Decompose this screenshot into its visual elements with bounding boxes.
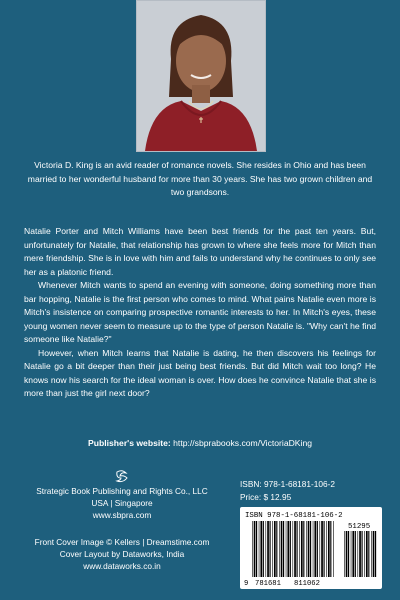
barcode-bar <box>256 521 257 577</box>
barcode-bar <box>293 521 294 577</box>
barcode-bar <box>276 521 277 577</box>
barcode-bar <box>287 521 289 577</box>
barcode-bar <box>270 521 271 577</box>
barcode-digits-right: 811062 <box>294 580 320 588</box>
cover-image-credit: Front Cover Image © Kellers | Dreamstime.com <box>34 537 210 547</box>
barcode-bar <box>299 521 300 577</box>
barcode-bar <box>301 521 303 577</box>
barcode-bar <box>368 531 369 577</box>
synopsis-paragraph: Whenever Mitch wants to spend an evening with someone, doing something more than bar hopping, Natalie is the first person who comes to mind. What pains Natalie even more is Mitch's insistence on comparing prospective romantic interests to her. In Mitch's eyes, these young women never seem to measure up to the type of person Natalie is. "Why can't he find someone like Natalie?" <box>24 280 376 344</box>
barcode-bar <box>317 521 318 577</box>
barcode-bar <box>355 531 356 577</box>
barcode-bar <box>366 531 368 577</box>
synopsis-paragraph: Natalie Porter and Mitch Williams have been best friends for the past ten years. But, unfortunately for Natalie, that relationship has grown to where she feels more for Mitch than mere friendship. She is in love with him and fails to understand why he continues to only see her as a platonic friend. <box>24 226 376 277</box>
barcode-bar <box>371 531 372 577</box>
barcode-bar <box>344 531 345 577</box>
barcode-bar <box>364 531 365 577</box>
barcode-digit-first: 9 <box>244 580 249 588</box>
barcode-bar <box>333 521 334 577</box>
barcode-bar <box>346 531 348 577</box>
barcode-bar <box>272 521 273 577</box>
cover-layout-credit: Cover Layout by Dataworks, India <box>59 549 185 559</box>
barcode-bar <box>260 521 262 577</box>
barcode-bar <box>351 531 352 577</box>
price-block <box>240 478 390 504</box>
barcode-bar <box>279 521 280 577</box>
barcode-bar <box>320 521 321 577</box>
cover-layout-web[interactable]: www.dataworks.co.in <box>83 561 161 571</box>
synopsis <box>24 225 376 401</box>
barcode-isbn-label: ISBN 978-1-68181-106-2 <box>245 512 343 520</box>
barcode-bar <box>362 531 363 577</box>
barcode-bar <box>324 521 325 577</box>
barcode-addon-label: 51295 <box>348 523 371 531</box>
barcode-bar <box>308 521 310 577</box>
barcode-bar <box>314 521 316 577</box>
barcode-bar <box>263 521 264 577</box>
author-photo <box>136 0 266 152</box>
barcode-bar <box>310 521 311 577</box>
barcode-addon-bars <box>344 531 376 577</box>
barcode-bar <box>297 521 298 577</box>
publisher-website-line <box>24 438 376 448</box>
barcode-bar <box>348 531 349 577</box>
barcode-bars <box>252 521 334 577</box>
publisher-website-label: Publisher's website: <box>88 438 171 448</box>
isbn-text: ISBN: 978-1-68181-106-2 <box>240 479 336 489</box>
barcode-bar <box>358 531 359 577</box>
barcode-bar <box>266 521 267 577</box>
barcode-bar <box>321 521 323 577</box>
barcode-bar <box>373 531 375 577</box>
publisher-locations: USA | Singapore <box>91 498 153 508</box>
barcode-bar <box>267 521 269 577</box>
barcode-bar <box>328 521 330 577</box>
barcode-box <box>240 507 382 589</box>
barcode-bar <box>352 531 354 577</box>
synopsis-paragraph: However, when Mitch learns that Natalie is dating, he then discovers his feelings for Natalie go a bit deeper than their just being best friends. But did Mitch wait too long? He knows now his search for the ideal woman is over. How does he convince Natalie that she is more than just the girl next door? <box>24 347 376 398</box>
barcode-digits-left: 781681 <box>255 580 281 588</box>
barcode-bar <box>359 531 361 577</box>
publisher-name: Strategic Book Publishing and Rights Co., LLC <box>36 486 208 496</box>
author-bio: Victoria D. King is an avid reader of romance novels. She resides in Ohio and has been married to her wonderful husband for more than 30 years. She has two grown children and two grandsons. <box>27 160 373 198</box>
barcode-bar <box>326 521 327 577</box>
barcode-bar <box>252 521 253 577</box>
barcode-bar <box>313 521 314 577</box>
barcode-bar <box>375 531 376 577</box>
barcode-bar <box>290 521 291 577</box>
barcode-bar <box>283 521 284 577</box>
barcode-bar <box>294 521 296 577</box>
barcode-bar <box>281 521 283 577</box>
publisher-block <box>22 470 222 521</box>
publisher-logo-icon <box>114 470 130 484</box>
publisher-web[interactable]: www.sbpra.com <box>92 510 152 520</box>
barcode-bar <box>286 521 287 577</box>
barcode-bar <box>259 521 260 577</box>
barcode-bar <box>303 521 304 577</box>
credits <box>22 536 222 572</box>
barcode-bar <box>254 521 256 577</box>
barcode-bar <box>306 521 307 577</box>
price-text: Price: $ 12.95 <box>240 492 292 502</box>
barcode-bar <box>274 521 276 577</box>
publisher-website-url[interactable]: http://sbprabooks.com/VictoriaDKing <box>173 438 312 448</box>
barcode-bar <box>330 521 331 577</box>
